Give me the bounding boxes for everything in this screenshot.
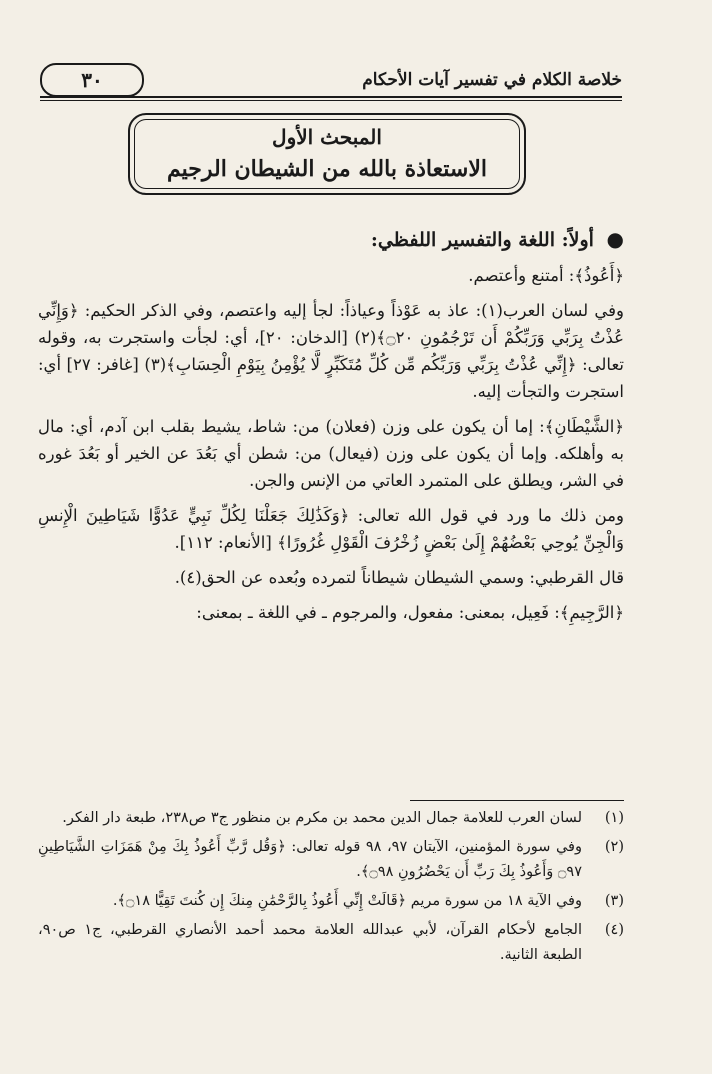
footnote-rule [410,800,624,801]
footnote-text: الجامع لأحكام القرآن، لأبي عبدالله العلامة محمد أحمد الأنصاري القرطبي، ج١ ص٩٠، الطبعة الثانية. [38,922,582,963]
header-rule-thin [40,100,622,101]
header-rule [40,96,622,98]
footnote-number: (١) [604,810,624,826]
body-text [38,226,624,634]
paragraph: ومن ذلك ما ورد في قول الله تعالى: ﴿وَكَذَٰلِكَ جَعَلْنَا لِكُلِّ نَبِيٍّ عَدُوًّا شَيَاطِينَ الْإِنسِ وَالْجِنِّ يُوحِي بَعْضُهُمْ إِلَىٰ بَعْضٍ زُخْرُفَ الْقَوْلِ غُرُورًا﴾ [الأنعام: ١١٢]. [38,506,624,552]
footnote-text: لسان العرب للعلامة جمال الدين محمد بن مكرم بن منظور ج٣ ص٢٣٨، طبعة دار الفكر. [62,810,582,826]
footnote-number: (٢) [604,839,624,855]
chapter-title: الاستعاذة بالله من الشيطان الرجيم [167,156,487,182]
footnote [38,835,624,885]
bullet-icon: ● [606,227,624,251]
paragraph: قال القرطبي: وسمي الشيطان شيطاناً لتمرده وبُعده عن الحق(٤). [174,568,624,587]
paragraph: ﴿الرَّجِيمِ﴾: فَعِيل، بمعنى: مفعول، والمرجوم ـ في اللغة ـ بمعنى: [196,603,624,622]
section-heading-text: أولاً: اللغة والتفسير اللفظي: [370,229,594,251]
running-title: خلاصة الكلام في تفسير آيات الأحكام [362,70,622,90]
paragraph: ﴿الشَّيْطَانِ﴾: إما أن يكون على وزن (فعلان) من: شاط، يشيط بقلب ابن آدم، أي: مال به وأهلكه. وإما أن يكون على وزن (فيعال) من: شطن أي بَعُدَ عن الخير أو بَعُدَ غوره في الشر، ويطلق على المتمرد العاتي من الإنس والجن. [38,417,624,490]
footnote [38,889,624,914]
section-heading [38,226,624,254]
footnotes [38,806,624,972]
page-number: ٣٠ [40,63,144,97]
footnote-number: (٤) [604,922,624,938]
paragraph: ﴿أَعُوذُ﴾: أمتنع وأعتصم. [468,266,624,285]
chapter-title-box [128,113,526,195]
footnote [38,806,624,831]
chapter-subtitle: المبحث الأول [272,125,382,149]
footnote-text: وفي الآية ١٨ من سورة مريم ﴿قَالَتْ إِنِّي أَعُوذُ بِالرَّحْمَٰنِ مِنكَ إِن كُنتَ تَقِيًّا ۝١٨﴾. [112,893,582,909]
paragraph: وفي لسان العرب(١): عاذ به عَوْذاً وعياذاً: لجأ إليه واعتصم، وفي الذكر الحكيم: ﴿وَإِنِّي عُذْتُ بِرَبِّي وَرَبِّكُمْ أَن تَرْجُمُونِ ۝٢٠﴾(٢) [الدخان: ٢٠]، أي: لجأت واستجرت به، وقوله تعالى: ﴿إِنِّي عُذْتُ بِرَبِّي وَرَبِّكُم مِّن كُلِّ مُتَكَبِّرٍ لَّا يُؤْمِنُ بِيَوْمِ الْحِسَابِ﴾(٣) [غافر: ٢٧] أي: استجرت والتجأت إليه. [38,301,624,401]
footnote [38,918,624,968]
footnote-text: وفي سورة المؤمنين، الآيتان ٩٧، ٩٨ قوله تعالى: ﴿وَقُل رَّبِّ أَعُوذُ بِكَ مِنْ هَمَزَاتِ الشَّيَاطِينِ ۝٩٧ وَأَعُوذُ بِكَ رَبِّ أَن يَحْضُرُونِ ۝٩٨﴾. [38,839,582,880]
footnote-number: (٣) [604,893,624,909]
